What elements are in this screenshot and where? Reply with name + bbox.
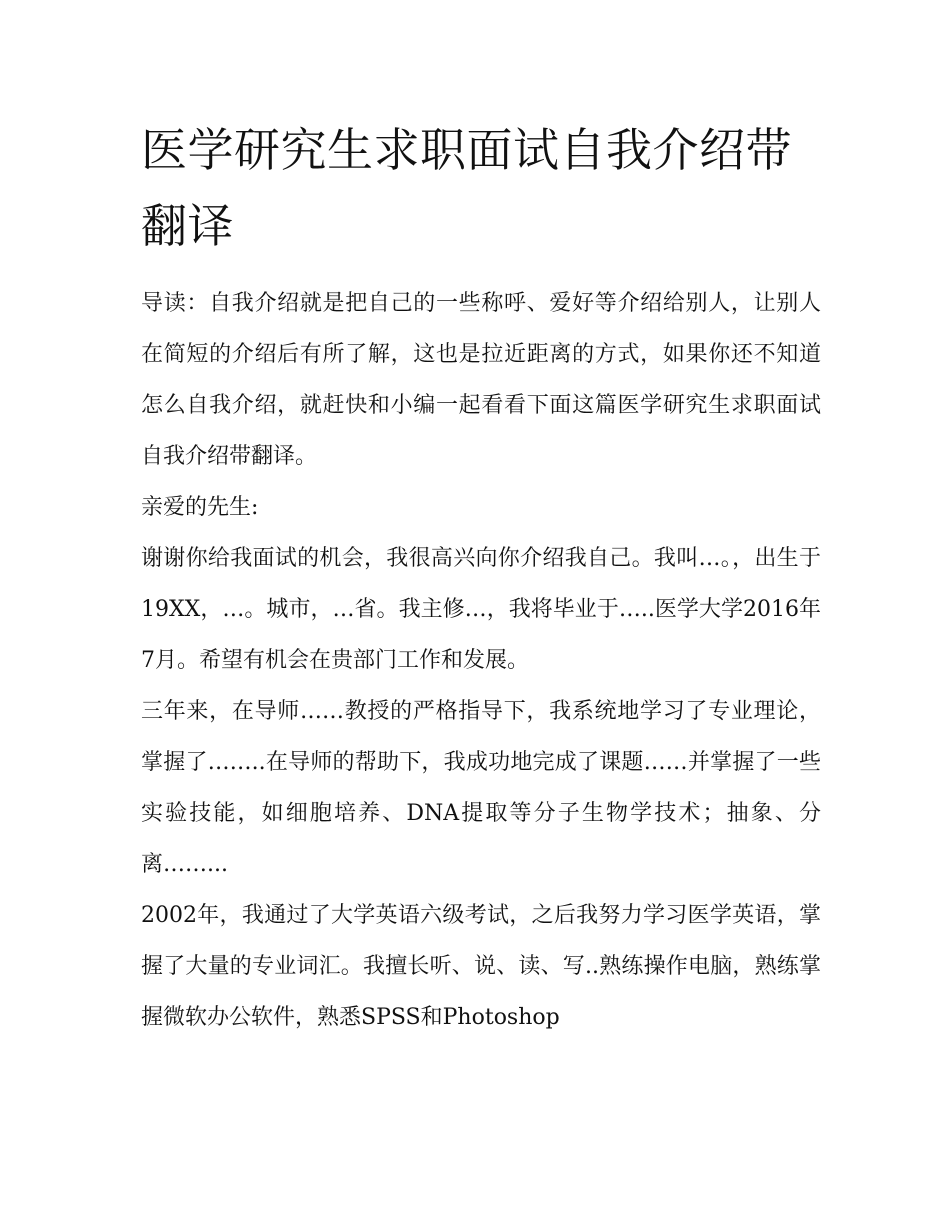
body-paragraph: 2002年，我通过了大学英语六级考试，之后我努力学习医学英语，掌握了大量的专业词汇。我擅长听、说、读、写..熟练操作电脑，熟练掌握微软办公软件，熟悉SPSS和Photoshop xyxy=(141,903,821,1030)
salutation: 亲爱的先生: xyxy=(141,495,259,520)
body-paragraph: 三年来，在导师……教授的严格指导下，我系统地学习了专业理论，掌握了……..在导师的帮助下，我成功地完成了课题……并掌握了一些实验技能，如细胞培养、DNA提取等分子生物学技术；抽象、分离……... xyxy=(141,699,821,877)
document-page xyxy=(141,112,821,1043)
intro-paragraph: 导读：自我介绍就是把自己的一些称呼、爱好等介绍给别人，让别人在简短的介绍后有所了解，这也是拉近距离的方式，如果你还不知道怎么自我介绍，就赶快和小编一起看看下面这篇医学研究生求职面试自我介绍带翻译。 xyxy=(141,291,821,469)
document-title: 医学研究生求职面试自我介绍带翻译 xyxy=(141,123,792,253)
body-paragraph: 谢谢你给我面试的机会，我很高兴向你介绍我自己。我叫…。，出生于19XX，…。城市，…省。我主修…，我将毕业于…..医学大学2016年7月。希望有机会在贵部门工作和发展。 xyxy=(141,546,821,673)
